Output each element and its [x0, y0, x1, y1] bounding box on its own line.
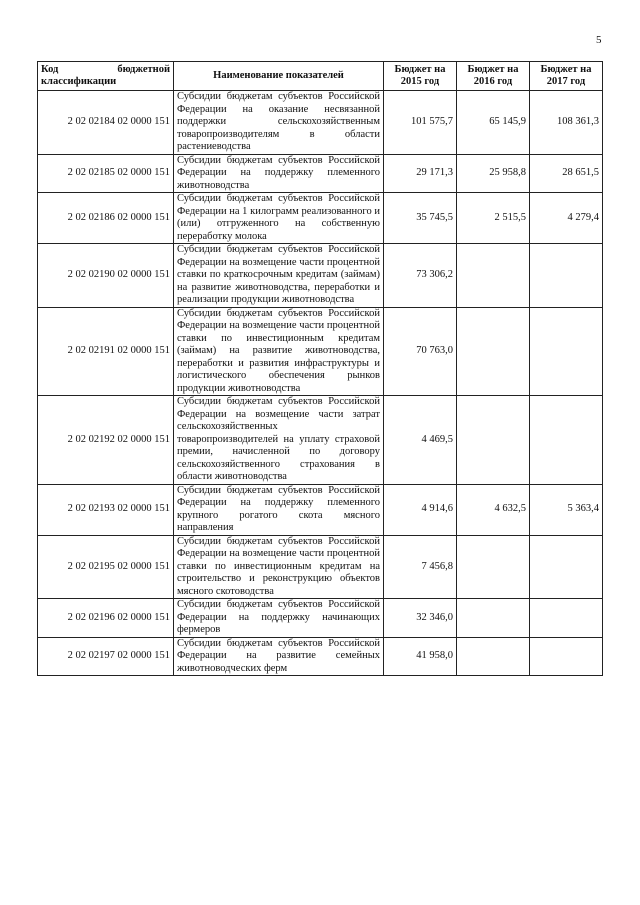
cell-budget-2015: 7 456,8: [384, 535, 457, 599]
cell-budget-2017: [530, 599, 603, 638]
table-row: [38, 193, 603, 244]
cell-budget-2016: 65 145,9: [457, 91, 530, 155]
cell-budget-2016: 25 958,8: [457, 154, 530, 193]
cell-budget-2016: [457, 396, 530, 485]
cell-code: 2 02 02184 02 0000 151: [38, 91, 174, 155]
cell-budget-2016: [457, 244, 530, 308]
cell-budget-2015: 32 346,0: [384, 599, 457, 638]
cell-budget-2017: 108 361,3: [530, 91, 603, 155]
cell-name: Субсидии бюджетам субъектов Российской Федерации на поддержку племенного крупного рогатого скота мясного направления: [174, 484, 384, 535]
table-row: [38, 637, 603, 676]
table-row: [38, 396, 603, 485]
budget-table: [37, 61, 603, 676]
table-row: [38, 307, 603, 396]
cell-budget-2017: [530, 307, 603, 396]
cell-budget-2015: 4 914,6: [384, 484, 457, 535]
cell-name: Субсидии бюджетам субъектов Российской Федерации на оказание несвязанной поддержки сельскохозяйственным товаропроизводителям в области растениеводства: [174, 91, 384, 155]
cell-code: 2 02 02196 02 0000 151: [38, 599, 174, 638]
table-row: [38, 535, 603, 599]
header-name: Наименование показателей: [174, 62, 384, 91]
cell-code: 2 02 02191 02 0000 151: [38, 307, 174, 396]
cell-budget-2015: 41 958,0: [384, 637, 457, 676]
cell-code: 2 02 02192 02 0000 151: [38, 396, 174, 485]
cell-budget-2016: [457, 599, 530, 638]
cell-budget-2016: [457, 637, 530, 676]
cell-budget-2017: 28 651,5: [530, 154, 603, 193]
cell-budget-2016: 2 515,5: [457, 193, 530, 244]
cell-code: 2 02 02193 02 0000 151: [38, 484, 174, 535]
cell-budget-2016: [457, 535, 530, 599]
page-number: 5: [596, 34, 602, 46]
cell-name: Субсидии бюджетам субъектов Российской Федерации на возмещение части процентной ставки по краткосрочным кредитам (займам) на развитие животноводства, переработки и реализации продукции животноводства: [174, 244, 384, 308]
cell-budget-2017: 4 279,4: [530, 193, 603, 244]
table-header-row: [38, 62, 603, 91]
cell-budget-2015: 35 745,5: [384, 193, 457, 244]
cell-code: 2 02 02185 02 0000 151: [38, 154, 174, 193]
header-code: Код бюджетной классификации: [38, 62, 174, 91]
header-budget-2017: Бюджет на 2017 год: [530, 62, 603, 91]
cell-budget-2017: [530, 244, 603, 308]
cell-code: 2 02 02186 02 0000 151: [38, 193, 174, 244]
cell-budget-2017: [530, 637, 603, 676]
cell-code: 2 02 02190 02 0000 151: [38, 244, 174, 308]
table-row: [38, 484, 603, 535]
table-row: [38, 154, 603, 193]
header-budget-2016: Бюджет на 2016 год: [457, 62, 530, 91]
table-row: [38, 91, 603, 155]
cell-budget-2016: 4 632,5: [457, 484, 530, 535]
cell-budget-2017: [530, 396, 603, 485]
header-budget-2015: Бюджет на 2015 год: [384, 62, 457, 91]
table-row: [38, 599, 603, 638]
cell-name: Субсидии бюджетам субъектов Российской Федерации на возмещение части затрат сельскохозяйственных товаропроизводителей на уплату страховой премии, начисленной по договору сельскохозяйственного страхования в области животноводства: [174, 396, 384, 485]
cell-budget-2017: 5 363,4: [530, 484, 603, 535]
cell-code: 2 02 02197 02 0000 151: [38, 637, 174, 676]
cell-budget-2015: 70 763,0: [384, 307, 457, 396]
cell-budget-2015: 4 469,5: [384, 396, 457, 485]
cell-name: Субсидии бюджетам субъектов Российской Федерации на 1 килограмм реализованного и (или) отгруженного на собственную переработку молока: [174, 193, 384, 244]
cell-name: Субсидии бюджетам субъектов Российской Федерации на поддержку начинающих фермеров: [174, 599, 384, 638]
cell-budget-2016: [457, 307, 530, 396]
cell-code: 2 02 02195 02 0000 151: [38, 535, 174, 599]
cell-name: Субсидии бюджетам субъектов Российской Федерации на возмещение части процентной ставки по инвестиционным кредитам на строительство и реконструкцию объектов мясного скотоводства: [174, 535, 384, 599]
cell-budget-2015: 101 575,7: [384, 91, 457, 155]
table-row: [38, 244, 603, 308]
cell-budget-2015: 73 306,2: [384, 244, 457, 308]
cell-name: Субсидии бюджетам субъектов Российской Федерации на развитие семейных животноводческих ферм: [174, 637, 384, 676]
cell-budget-2015: 29 171,3: [384, 154, 457, 193]
cell-name: Субсидии бюджетам субъектов Российской Федерации на поддержку племенного животноводства: [174, 154, 384, 193]
cell-name: Субсидии бюджетам субъектов Российской Федерации на возмещение части процентной ставки по инвестиционным кредитам (займам) на развитие животноводства, переработки и развития инфраструктуры и логистического обеспечения рынков продукции животноводства: [174, 307, 384, 396]
cell-budget-2017: [530, 535, 603, 599]
